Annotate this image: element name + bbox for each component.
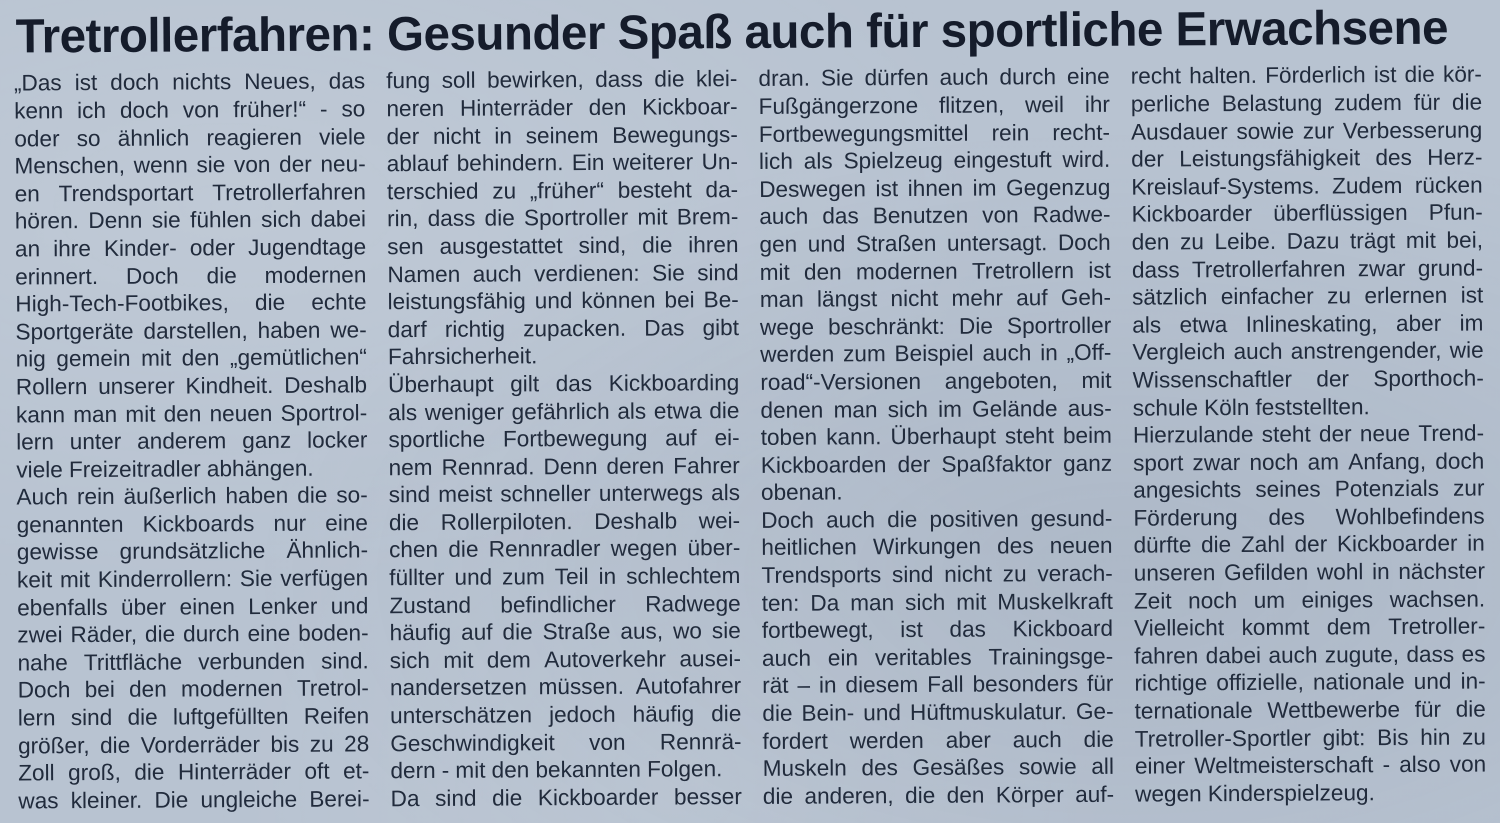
text-line: oder so ähnlich reagieren viele <box>14 123 366 152</box>
text-line: Zoll groß, die Hinterräder oft et- <box>18 758 370 786</box>
text-line: rät – in diesem Fall besonders für <box>762 671 1114 699</box>
text-line: en Trendsportart Tretrollerfahren <box>14 179 366 207</box>
text-line: häufig auf die Straße aus, wo sie <box>389 618 741 646</box>
text-line: Tretroller-Sportler gibt: Bis hin zu <box>1134 724 1487 752</box>
text-line: Muskeln des Gesäßes sowie all <box>762 754 1115 782</box>
text-line: Zustand befindlicher Radwege <box>389 590 741 618</box>
text-line: als etwa Inlineskating, aber im <box>1132 310 1484 338</box>
text-line: auch ein veritables Trainingsge- <box>761 643 1114 671</box>
text-line: unseren Gefilden wohl in nächster <box>1133 558 1486 586</box>
text-line: sportliche Fortbewegung auf ei- <box>388 425 740 453</box>
text-line: Namen auch verdienen: Sie sind <box>387 259 739 287</box>
text-line: richtige offizielle, nationale und in- <box>1134 668 1486 697</box>
text-line: der Leistungsfähigkeit des Herz- <box>1131 144 1483 172</box>
text-line: Vielleicht kommt dem Tretroller- <box>1134 613 1486 641</box>
text-line: kann man mit den neuen Sportrol- <box>15 399 368 427</box>
text-line: die Bein- und Hüftmuskulatur. Ge- <box>762 698 1114 726</box>
text-line: rin, dass die Sportroller mit Brem- <box>386 204 739 232</box>
text-line: unterschätzen jedoch häufig die <box>390 701 742 729</box>
text-line: was kleiner. Die ungleiche Berei- <box>18 786 370 814</box>
text-line: angesichts seines Potenzials zur <box>1133 475 1485 503</box>
text-line: Rollern unserer Kindheit. Deshalb <box>15 372 368 400</box>
text-line: Fahrsicherheit. <box>387 343 538 370</box>
text-line: fortbewegt, ist das Kickboard <box>761 616 1114 644</box>
text-line: keit mit Kinderrollern: Sie verfügen <box>16 565 369 593</box>
text-line: terschied zu „früher“ besteht da- <box>386 176 739 204</box>
text-line: einer Weltmeisterschaft - also von <box>1134 751 1487 779</box>
text-line: füllter und zum Teil in schlechtem <box>389 563 741 591</box>
text-line: Hierzulande steht der neue Trend- <box>1132 420 1485 448</box>
text-line: fung soll bewirken, dass die klei- <box>386 66 738 94</box>
text-line: werden zum Beispiel auch in „Off- <box>760 340 1112 368</box>
text-line: recht halten. Förderlich ist die kör- <box>1130 61 1482 90</box>
text-line: Doch bei den modernen Tretrol- <box>17 675 369 703</box>
text-line: auch das Benutzen von Radwe- <box>759 202 1111 230</box>
text-line: schule Köln feststellten. <box>1132 393 1370 421</box>
text-line: Da sind die Kickboarder besser <box>390 783 742 812</box>
text-line: Fußgängerzone flitzen, weil ihr <box>758 91 1110 119</box>
text-line: kenn ich doch von früher!“ - so <box>14 96 366 124</box>
text-line: chen die Rennradler wegen über- <box>389 535 741 563</box>
text-line: Vergleich auch anstrengender, wie <box>1132 337 1484 365</box>
article-body <box>14 61 1487 815</box>
text-line: genannten Kickboards nur eine <box>16 510 368 538</box>
article-column-3 <box>758 63 1114 810</box>
text-line: nig gemein mit den „gemütlichen“ <box>15 344 367 372</box>
text-line: perliche Belastung zudem für die <box>1130 89 1483 117</box>
text-line: sind meist schneller unterwegs als <box>388 480 741 508</box>
text-line: nahe Trittfläche verbunden sind. <box>17 648 369 676</box>
text-line: wegen Kinderspielzeug. <box>1135 780 1375 807</box>
text-line: lern unter anderem ganz locker <box>16 427 368 455</box>
text-line: wege beschränkt: Die Sportroller <box>759 312 1112 340</box>
text-line: mit den modernen Tretrollern ist <box>759 257 1111 285</box>
text-line: Menschen, wenn sie von der neu- <box>14 151 366 179</box>
text-line: die anderen, die den Körper auf- <box>762 781 1115 809</box>
text-line: Sportgeräte darstellen, haben we- <box>15 317 367 345</box>
article-column-1 <box>14 68 370 815</box>
text-line: ten: Da man sich mit Muskelkraft <box>761 588 1113 616</box>
text-line: sätzlich einfacher zu erlernen ist <box>1131 282 1484 310</box>
text-line: dürfte die Zahl der Kickboarder in <box>1133 530 1485 559</box>
text-line: dern - mit den bekannten Folgen. <box>390 756 723 784</box>
text-line: dran. Sie dürfen auch durch eine <box>758 64 1110 92</box>
text-line: größer, die Vorderräder bis zu 28 <box>17 730 370 759</box>
text-line: Trendsports sind nicht zu verach- <box>761 560 1113 589</box>
text-line: Kickboarder überflüssigen Pfun- <box>1131 199 1483 228</box>
text-line: dass Tretrollerfahren zwar grund- <box>1131 255 1484 283</box>
text-line: ebenfalls über einen Lenker und <box>17 593 369 621</box>
text-line: heitlichen Wirkungen des neuen <box>761 533 1113 561</box>
text-line: Ausdauer sowie zur Verbesserung <box>1130 117 1483 145</box>
text-line: fahren dabei auch zugute, dass es <box>1134 641 1486 669</box>
text-line: erinnert. Doch die modernen <box>15 261 367 290</box>
text-line: viele Freizeitradler abhängen. <box>16 455 314 483</box>
text-line: „Das ist doch nichts Neues, das <box>13 68 366 96</box>
text-line: zwei Räder, die durch eine boden- <box>17 620 369 648</box>
text-line: road“-Versionen angeboten, mit <box>760 367 1112 395</box>
text-line: nem Rennrad. Denn deren Fahrer <box>388 452 740 480</box>
text-line: Förderung des Wohlbefindens <box>1133 503 1485 531</box>
text-line: gewisse grundsätzliche Ähnlich- <box>16 537 369 565</box>
text-line: lern sind die luftgefüllten Reifen <box>17 703 370 731</box>
text-line: gen und Straßen untersagt. Doch <box>759 229 1111 257</box>
text-line: Deswegen ist ihnen im Gegenzug <box>759 174 1111 202</box>
text-line: lich als Spielzeug eingestuft wird. <box>758 146 1111 175</box>
text-line: Geschwindigkeit von Rennrä- <box>390 728 742 756</box>
text-line: sport zwar noch am Anfang, doch <box>1132 448 1485 476</box>
text-line: ternationale Wettbewerbe für die <box>1134 696 1486 724</box>
text-line: fordert werden aber auch die <box>762 726 1114 754</box>
text-line: Doch auch die positiven gesund- <box>761 505 1113 533</box>
text-line: sich mit dem Autoverkehr ausei- <box>389 645 742 674</box>
article-column-2 <box>386 65 742 812</box>
text-line: ablauf behindern. Ein weiterer Un- <box>386 149 739 177</box>
text-line: man längst nicht mehr auf Geh- <box>759 284 1112 313</box>
text-line: Kickboarden der Spaßfaktor ganz <box>760 450 1113 478</box>
text-line: neren Hinterräder den Kickboar- <box>386 94 738 122</box>
text-line: hören. Denn sie fühlen sich dabei <box>14 206 367 234</box>
text-line: High-Tech-Footbikes, die echte <box>15 289 367 317</box>
text-line: darf richtig zupacken. Das gibt <box>387 314 740 342</box>
text-line: obenan. <box>760 479 843 506</box>
text-line: nandersetzen müssen. Autofahrer <box>389 673 742 701</box>
text-line: die Rollerpiloten. Deshalb wei- <box>388 507 741 536</box>
text-line: der nicht in seinem Bewegungs- <box>386 121 738 149</box>
text-line: Auch rein äußerlich haben die so- <box>16 482 368 510</box>
text-line: an ihre Kinder- oder Jugendtage <box>14 234 367 262</box>
text-line: als weniger gefährlich als etwa die <box>388 397 740 425</box>
text-line: den zu Leibe. Dazu trägt mit bei, <box>1131 227 1484 255</box>
text-line: leistungsfähig und können bei Be- <box>387 287 739 315</box>
text-line: Zeit noch um einiges wachsen. <box>1133 586 1486 614</box>
article-column-4 <box>1131 61 1487 808</box>
text-line: Fortbewegungsmittel rein recht- <box>758 119 1111 147</box>
text-line: Wissenschaftler der Sporthoch- <box>1132 365 1484 393</box>
text-line: sen ausgestattet sind, die ihren <box>387 232 739 260</box>
text-line: Überhaupt gilt das Kickboarding <box>388 369 740 398</box>
article-headline: Tretrollerfahren: Gesunder Spaß auch für sportliche Erwachsene <box>15 1 1449 64</box>
text-line: toben kann. Überhaupt steht beim <box>760 422 1112 451</box>
text-line: Kreislauf-Systems. Zudem rücken <box>1131 172 1483 200</box>
text-line: denen man sich im Gelände aus- <box>760 395 1112 423</box>
